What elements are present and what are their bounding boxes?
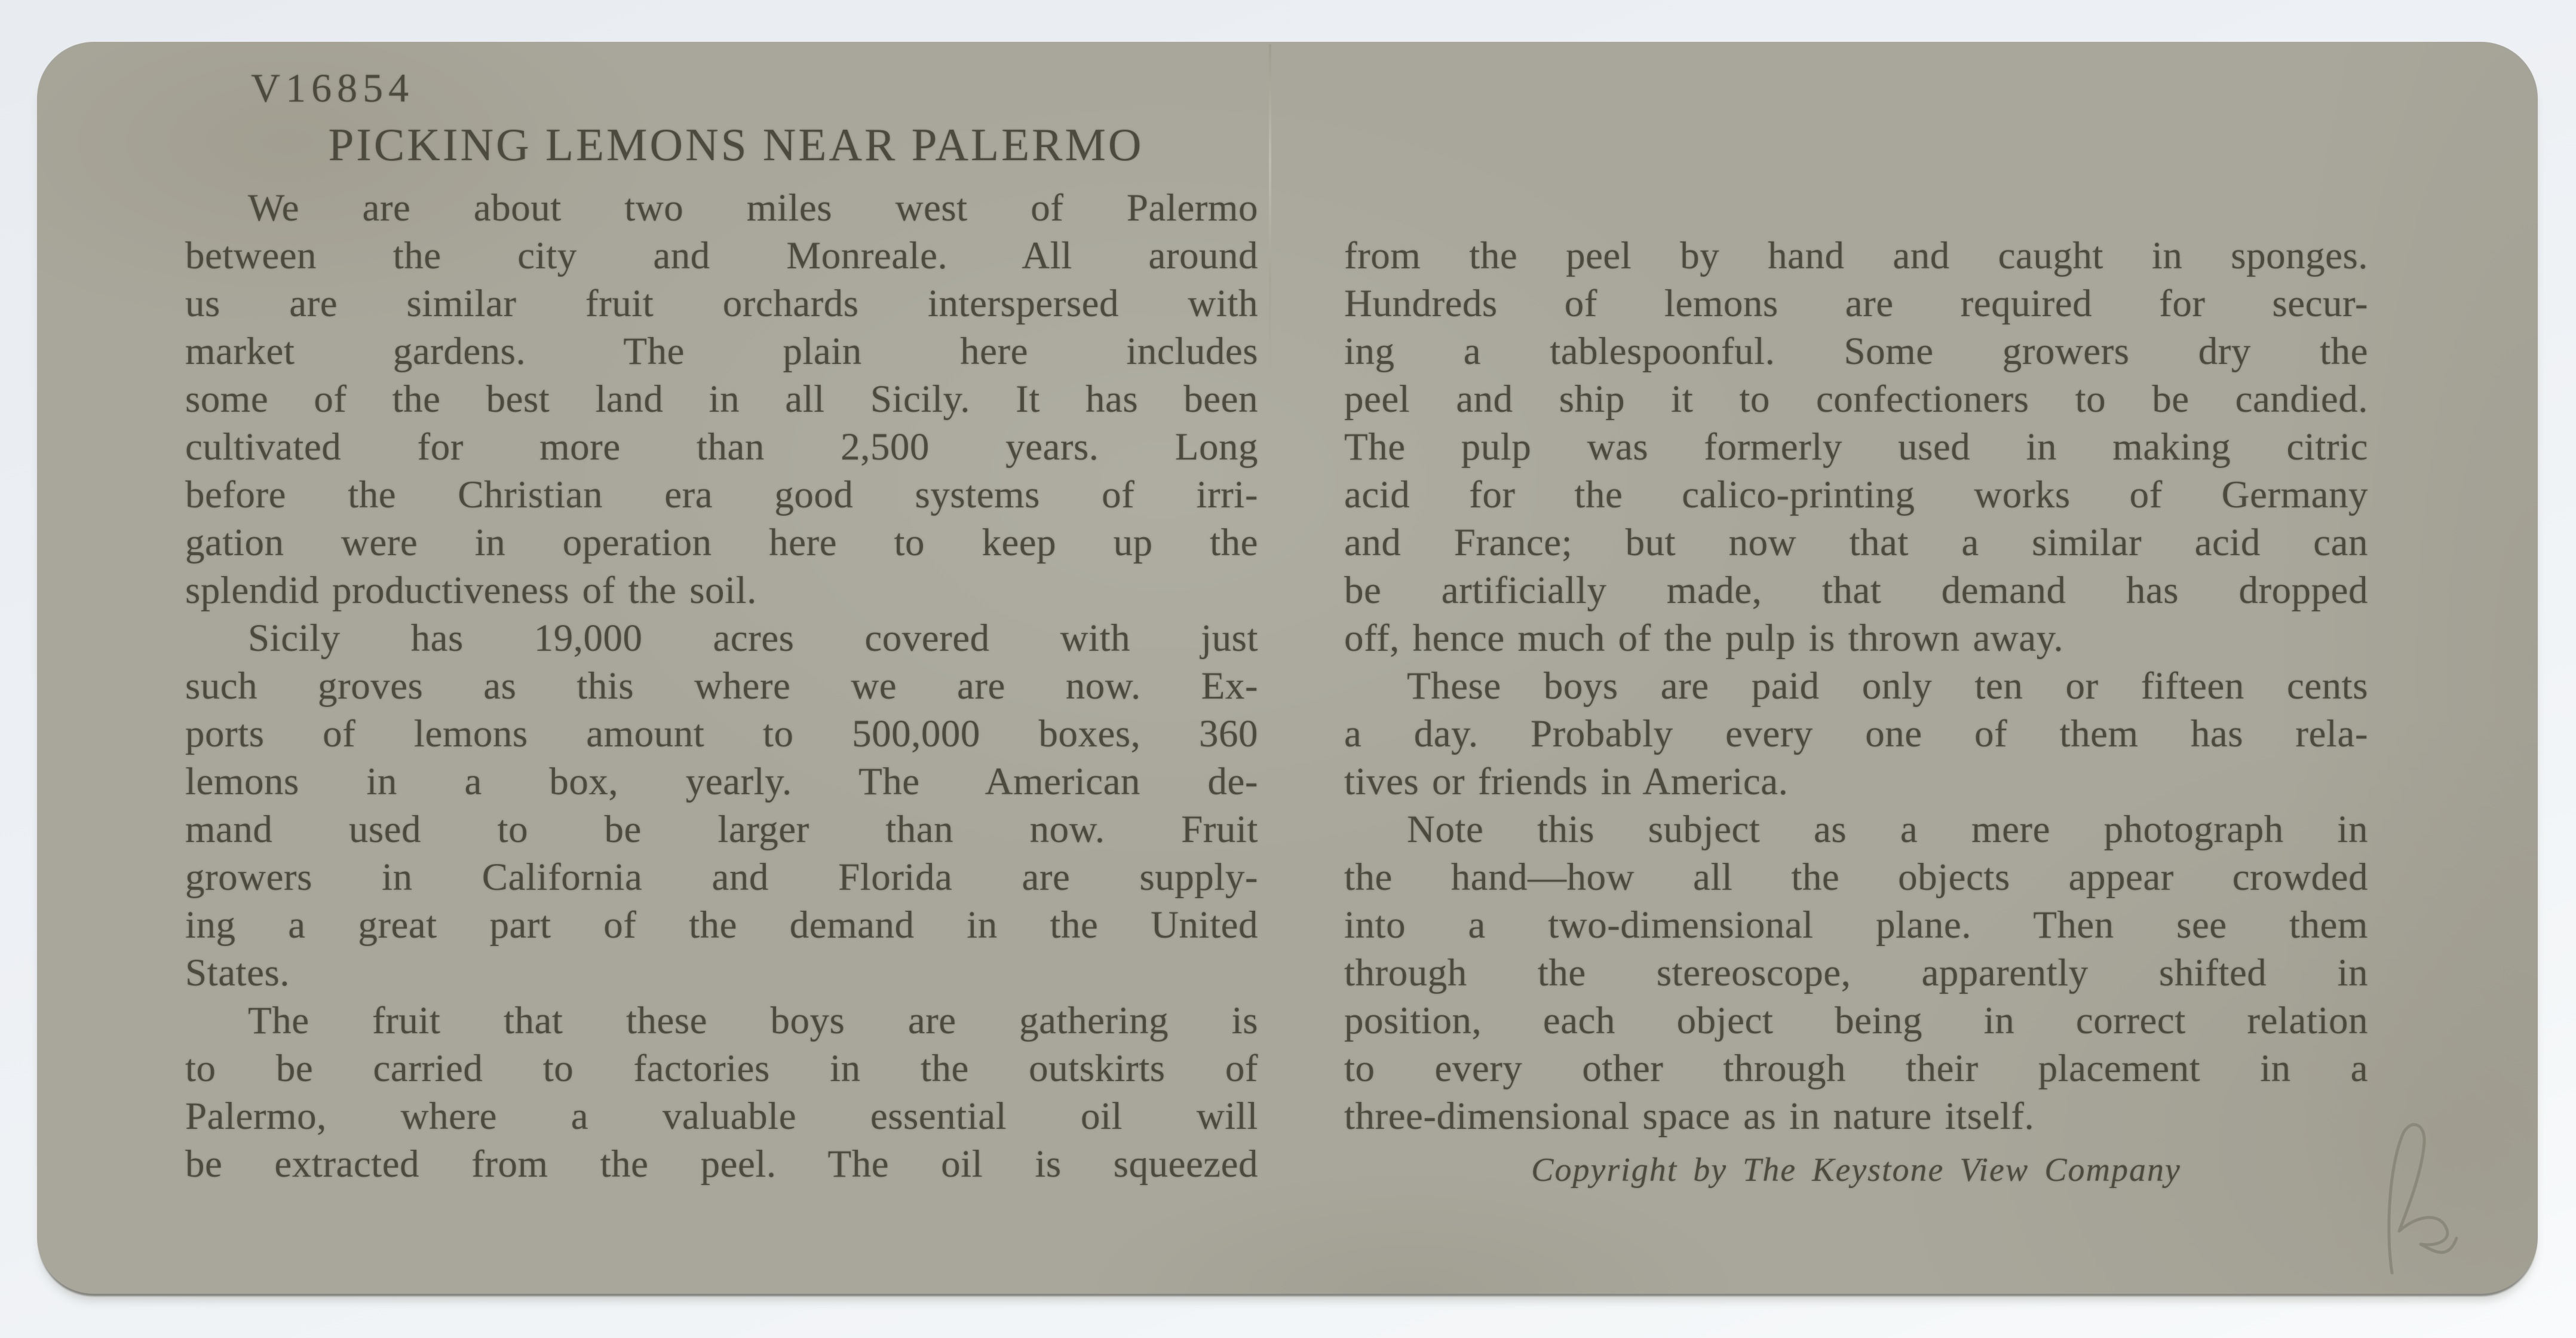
text-line: States. <box>185 951 290 994</box>
text-line: The fruit that these boys are gathering is <box>248 999 1258 1042</box>
text-line: lemons in a box, yearly. The American de- <box>185 760 1258 803</box>
text-line: and France; but now that a similar acid can <box>1344 521 2368 564</box>
text-line: into a two-dimensional plane. Then see them <box>1344 904 2368 947</box>
text-line: growers in California and Florida are supply- <box>185 856 1258 899</box>
text-line: before the Christian era good systems of irri- <box>185 473 1258 516</box>
text-line: through the stereoscope, apparently shifted in <box>1344 951 2368 994</box>
text-line: We are about two miles west of Palermo <box>248 186 1258 229</box>
pencil-mark <box>2379 1117 2468 1279</box>
text-line: us are similar fruit orchards interspersed with <box>185 282 1258 325</box>
text-line: ports of lemons amount to 500,000 boxes, 360 <box>185 712 1258 755</box>
text-line: three-dimensional space as in nature itself. <box>1344 1095 2035 1138</box>
text-line: peel and ship it to confectioners to be candied. <box>1344 378 2368 421</box>
text-line: acid for the calico-printing works of Germany <box>1344 473 2368 516</box>
text-line: some of the best land in all Sicily. It has been <box>185 378 1258 421</box>
text-line: off, hence much of the pulp is thrown away. <box>1344 617 2064 660</box>
text-line: be extracted from the peel. The oil is squeezed <box>185 1143 1258 1186</box>
right-column <box>1344 232 2368 1189</box>
card-crease <box>1269 44 1271 379</box>
text-line: the hand—how all the objects appear crowded <box>1344 856 2368 899</box>
text-line: such groves as this where we are now. Ex- <box>185 665 1258 708</box>
text-line: tives or friends in America. <box>1344 760 1789 803</box>
text-line: These boys are paid only ten or fifteen cents <box>1407 665 2368 708</box>
text-line: position, each object being in correct relation <box>1344 999 2368 1042</box>
text-line: The pulp was formerly used in making citric <box>1344 425 2368 469</box>
copyright-line: Copyright by The Keystone View Company <box>1531 1152 2181 1189</box>
text-line: ing a tablespoonful. Some growers dry the <box>1344 330 2368 373</box>
text-line: Palermo, where a valuable essential oil will <box>185 1095 1258 1138</box>
text-line: mand used to be larger than now. Fruit <box>185 808 1258 851</box>
text-line: market gardens. The plain here includes <box>185 330 1258 373</box>
text-line: ing a great part of the demand in the United <box>185 904 1258 947</box>
text-line: between the city and Monreale. All around <box>185 234 1258 277</box>
stereoview-card-back <box>37 42 2538 1294</box>
text-line: cultivated for more than 2,500 years. Long <box>185 425 1258 469</box>
catalog-number: V16854 <box>251 65 415 111</box>
text-line: splendid productiveness of the soil. <box>185 569 757 612</box>
text-line: be artificially made, that demand has dropped <box>1344 569 2368 612</box>
text-line: Hundreds of lemons are required for secur- <box>1344 282 2368 325</box>
text-line: Sicily has 19,000 acres covered with just <box>248 617 1258 660</box>
text-line: a day. Probably every one of them has rela- <box>1344 712 2368 755</box>
text-line: from the peel by hand and caught in sponges. <box>1344 234 2368 277</box>
card-title: PICKING LEMONS NEAR PALERMO <box>328 119 1144 170</box>
text-line: to every other through their placement in a <box>1344 1047 2368 1090</box>
text-line: gation were in operation here to keep up the <box>185 521 1258 564</box>
text-line: Note this subject as a mere photograph in <box>1407 808 2368 851</box>
left-column <box>185 184 1258 1188</box>
text-line: to be carried to factories in the outskirts of <box>185 1047 1258 1090</box>
